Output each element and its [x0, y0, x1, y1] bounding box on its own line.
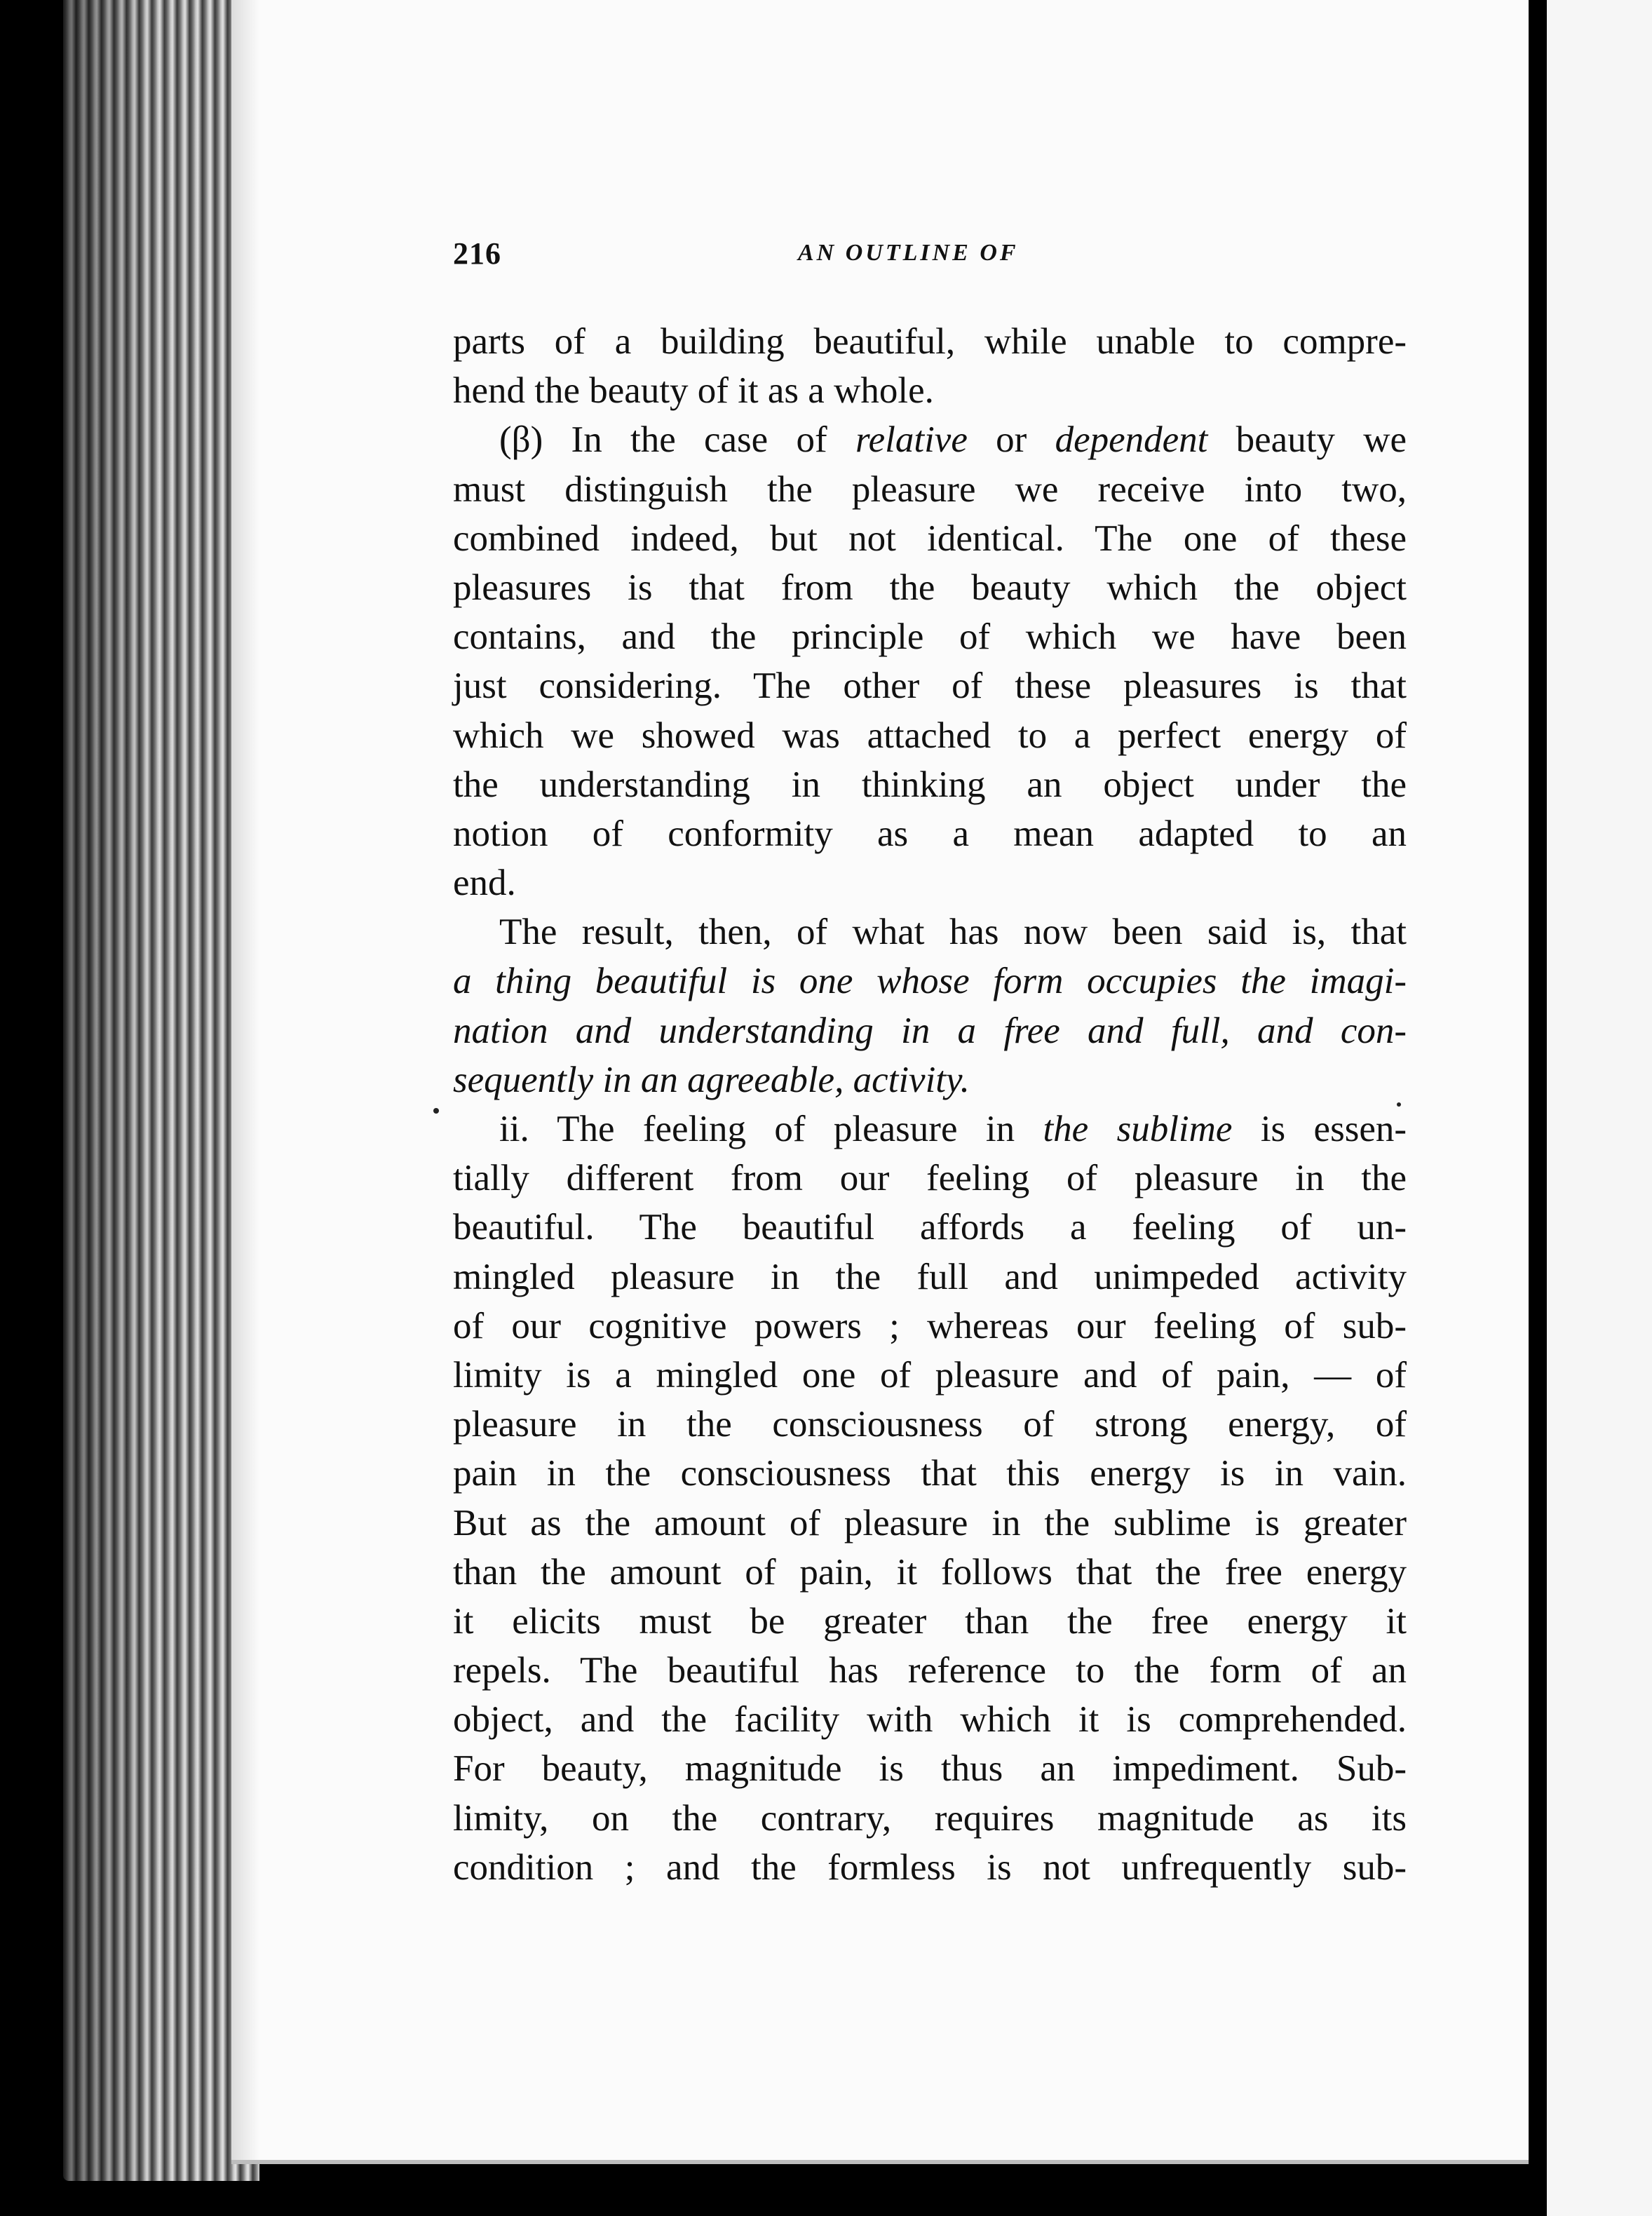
text-line: just considering. The other of these pleasures is that — [453, 666, 1407, 707]
italic-line: sequently in an agreeable, activity. — [453, 1059, 970, 1100]
text-line: hend the beauty of it as a whole. — [453, 370, 934, 412]
body-text — [453, 317, 1407, 1892]
italic-run: dependent — [1055, 419, 1208, 461]
text-line: beautiful. The beautiful affords a feeling of un- — [453, 1207, 1407, 1248]
text-line: But as the amount of pleasure in the sublime is greater — [453, 1502, 1407, 1543]
text-line: the understanding in thinking an object under the — [453, 764, 1407, 805]
text-line: than the amount of pain, it follows that the free energy — [453, 1551, 1407, 1593]
page-header — [453, 236, 1407, 278]
text-run: ii. The feeling of pleasure in — [499, 1109, 1043, 1149]
running-head: AN OUTLINE OF — [798, 240, 1019, 266]
text-run: is essen- — [1232, 1109, 1407, 1149]
text-line — [453, 415, 1407, 464]
text-run: (β) In the case of — [499, 419, 855, 461]
text-line: pleasure in the consciousness of strong energy, of — [453, 1404, 1407, 1445]
ink-speck — [433, 1108, 439, 1114]
text-line: end. — [453, 863, 516, 904]
italic-run: relative — [855, 419, 968, 461]
text-line: The result, then, of what has now been said is, that — [499, 912, 1407, 953]
text-line: pleasures is that from the beauty which the object — [453, 567, 1407, 608]
page-number: 216 — [453, 236, 501, 271]
text-line: parts of a building beautiful, while unable to compre- — [453, 321, 1407, 362]
text-line: which we showed was attached to a perfect energy of — [453, 715, 1407, 756]
text-line: limity, on the contrary, requires magnitude as its — [453, 1797, 1407, 1839]
text-line: tially different from our feeling of pleasure in the — [453, 1158, 1407, 1199]
italic-line: nation and understanding in a free and full, and con- — [453, 1010, 1407, 1051]
ink-speck — [1397, 1102, 1401, 1107]
text-line: of our cognitive powers ; whereas our feeling of sub- — [453, 1305, 1407, 1346]
text-line: object, and the facility with which it is comprehended. — [453, 1699, 1407, 1741]
text-line: it elicits must be greater than the free energy it — [453, 1600, 1407, 1642]
text-line: condition ; and the formless is not unfrequently sub- — [453, 1846, 1407, 1888]
text-line: notion of conformity as a mean adapted to an — [453, 813, 1407, 854]
italic-run: the sublime — [1043, 1109, 1233, 1149]
page-edge-stack — [63, 0, 259, 2181]
text-line: repels. The beautiful has reference to the form of an — [453, 1650, 1407, 1691]
facing-page-edge — [1547, 0, 1652, 2216]
text-line: For beauty, magnitude is thus an impediment. Sub- — [453, 1748, 1407, 1790]
text-run: beauty we — [1207, 419, 1407, 461]
text-line: must distinguish the pleasure we receive into two, — [453, 468, 1407, 510]
text-line: combined indeed, but not identical. The one of these — [453, 518, 1407, 559]
text-line: limity is a mingled one of pleasure and of pain, — of — [453, 1354, 1407, 1396]
text-line: pain in the consciousness that this energy is in vain. — [453, 1453, 1407, 1494]
text-line — [453, 1104, 1407, 1154]
text-run: or — [967, 419, 1055, 461]
text-line: contains, and the principle of which we have been — [453, 616, 1407, 658]
italic-line: a thing beautiful is one whose form occupies the imagi- — [453, 961, 1407, 1002]
text-line: mingled pleasure in the full and unimpeded activity — [453, 1256, 1407, 1297]
binding-gutter — [1529, 0, 1547, 2216]
